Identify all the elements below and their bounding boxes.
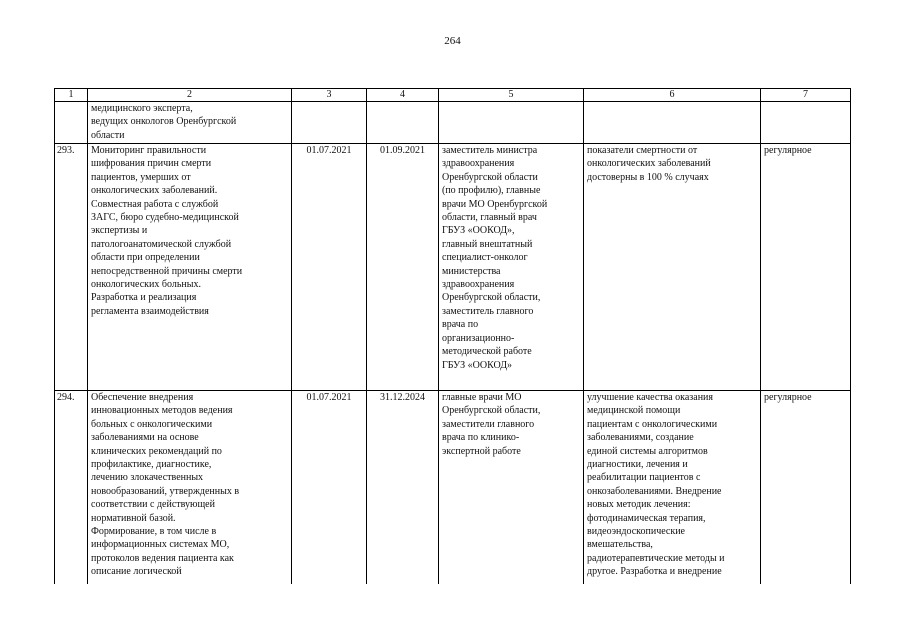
text-line: информационных системах МО, xyxy=(91,539,230,551)
cell-start xyxy=(292,102,367,144)
text-line: новых методик лечения: xyxy=(587,499,691,511)
text-line: Оренбургской области, xyxy=(442,405,541,417)
text-line: Мониторинг правильности xyxy=(91,145,207,156)
text-line: организационно- xyxy=(442,332,515,344)
text-line: области, главный врач xyxy=(442,212,537,224)
cell-activity xyxy=(88,391,292,584)
text-line: фотодинамическая терапия, xyxy=(587,512,706,524)
text-line: единой системы алгоритмов xyxy=(587,445,708,457)
start-date: 01.07.2021 xyxy=(292,391,367,584)
text-line: новообразований, утвержденных в xyxy=(91,485,240,497)
text-line: онкозаболеваниями. Внедрение xyxy=(587,485,722,497)
table-row xyxy=(55,391,851,584)
text-line: диагностики, лечения и xyxy=(587,459,688,471)
text-line: главный внештатный xyxy=(442,238,533,250)
text-line: специалист-онколог xyxy=(442,252,528,264)
column-header-7: 7 xyxy=(761,89,851,102)
text-line: онкологических заболеваний. xyxy=(91,185,218,197)
text-line: инновационных методов ведения xyxy=(91,405,233,417)
continuation-row xyxy=(55,102,851,144)
cell-result xyxy=(584,144,761,391)
text-line: протоколов ведения пациента как xyxy=(91,552,234,564)
text-line: онкологических больных. xyxy=(91,279,201,291)
cell-responsible xyxy=(439,102,584,144)
text-line: клинических рекомендаций по xyxy=(91,445,222,457)
text-line: профилактике, диагностике, xyxy=(91,459,212,471)
text-line: ЗАГС, бюро судебно-медицинской xyxy=(91,212,239,224)
text-line: врачи МО Оренбургской xyxy=(442,198,548,210)
text-line: реабилитации пациентов с xyxy=(587,472,701,484)
text-line: врача по клинико- xyxy=(442,432,520,444)
cell-result xyxy=(584,102,761,144)
text-line: ГБУЗ «ООКОД» xyxy=(442,359,513,371)
text-line: области при определении xyxy=(91,252,200,264)
text-line: Формирование, в том числе в xyxy=(91,526,217,538)
text-line: непосредственной причины смерти xyxy=(91,265,243,277)
page-number: 264 xyxy=(444,35,461,47)
table-row xyxy=(55,144,851,391)
text-line: области xyxy=(91,129,125,141)
cell-activity xyxy=(88,144,292,391)
text-line: улучшение качества оказания xyxy=(587,392,713,403)
text-line: шифрования причин смерти xyxy=(91,158,212,170)
cell-end xyxy=(367,102,439,144)
text-line: ведущих онкологов Оренбургской xyxy=(91,116,237,128)
row-number: 294. xyxy=(55,391,88,584)
text-line: методической работе xyxy=(442,346,532,358)
text-line: нормативной базой. xyxy=(91,512,176,524)
cell-result xyxy=(584,391,761,584)
text-line: патологоанатомической службой xyxy=(91,238,232,250)
text-line: заболеваниями, создание xyxy=(587,432,694,444)
column-header-6: 6 xyxy=(584,89,761,102)
text-line: описание логической xyxy=(91,566,182,578)
cell-frequency: регулярное xyxy=(761,391,851,584)
cell-frequency xyxy=(761,102,851,144)
text-line: ГБУЗ «ООКОД», xyxy=(442,225,515,237)
text-line: заместитель министра xyxy=(442,145,538,156)
column-header-1: 1 xyxy=(55,89,88,102)
start-date: 01.07.2021 xyxy=(292,144,367,391)
text-line: показатели смертности от xyxy=(587,145,698,156)
text-line: (по профилю), главные xyxy=(442,185,541,197)
text-line: вмешательства, xyxy=(587,539,653,551)
cell-responsible xyxy=(439,144,584,391)
text-line: заболеваниями на основе xyxy=(91,432,199,444)
column-header-4: 4 xyxy=(367,89,439,102)
text-line: видеоэндоскопические xyxy=(587,526,685,538)
text-line: больных с онкологическими xyxy=(91,418,213,430)
text-line: экспертизы и xyxy=(91,225,148,237)
text-line: Разработка и реализация xyxy=(91,292,197,304)
text-line: Совместная работа с службой xyxy=(91,198,219,210)
text-line: пациентам с онкологическими xyxy=(587,418,718,430)
text-line: Оренбургской области, xyxy=(442,292,541,304)
text-line: здравоохранения xyxy=(442,158,515,170)
text-line: пациентов, умерших от xyxy=(91,171,191,183)
text-line: экспертной работе xyxy=(442,445,521,457)
text-line: министерства xyxy=(442,265,501,277)
end-date: 01.09.2021 xyxy=(367,144,439,391)
text-line: Обеспечение внедрения xyxy=(91,392,194,403)
text-line: регламента взаимодействия xyxy=(91,305,209,317)
end-date: 31.12.2024 xyxy=(367,391,439,584)
text-line: онкологических заболеваний xyxy=(587,158,711,170)
text-line: медицинской помощи xyxy=(587,405,681,417)
text-line: лечению злокачественных xyxy=(91,472,204,484)
text-line: соответствии с действующей xyxy=(91,499,215,511)
text-line: здравоохранения xyxy=(442,279,515,291)
plan-table xyxy=(54,88,851,584)
text-line: главные врачи МО xyxy=(442,392,522,403)
column-header-3: 3 xyxy=(292,89,367,102)
column-header-row xyxy=(55,89,851,102)
text-line: Оренбургской области xyxy=(442,171,538,183)
text-line: врача по xyxy=(442,319,479,331)
text-line: медицинского эксперта, xyxy=(91,103,193,114)
text-line: радиотерапевтические методы и xyxy=(587,552,725,564)
column-header-2: 2 xyxy=(88,89,292,102)
cell-responsible xyxy=(439,391,584,584)
cell-num xyxy=(55,102,88,144)
text-line: заместитель главного xyxy=(442,305,534,317)
cell-frequency: регулярное xyxy=(761,144,851,391)
row-number: 293. xyxy=(55,144,88,391)
cell-activity xyxy=(88,102,292,144)
text-line: заместители главного xyxy=(442,418,535,430)
column-header-5: 5 xyxy=(439,89,584,102)
text-line: другое. Разработка и внедрение xyxy=(587,566,722,578)
text-line: достоверны в 100 % случаях xyxy=(587,171,709,183)
